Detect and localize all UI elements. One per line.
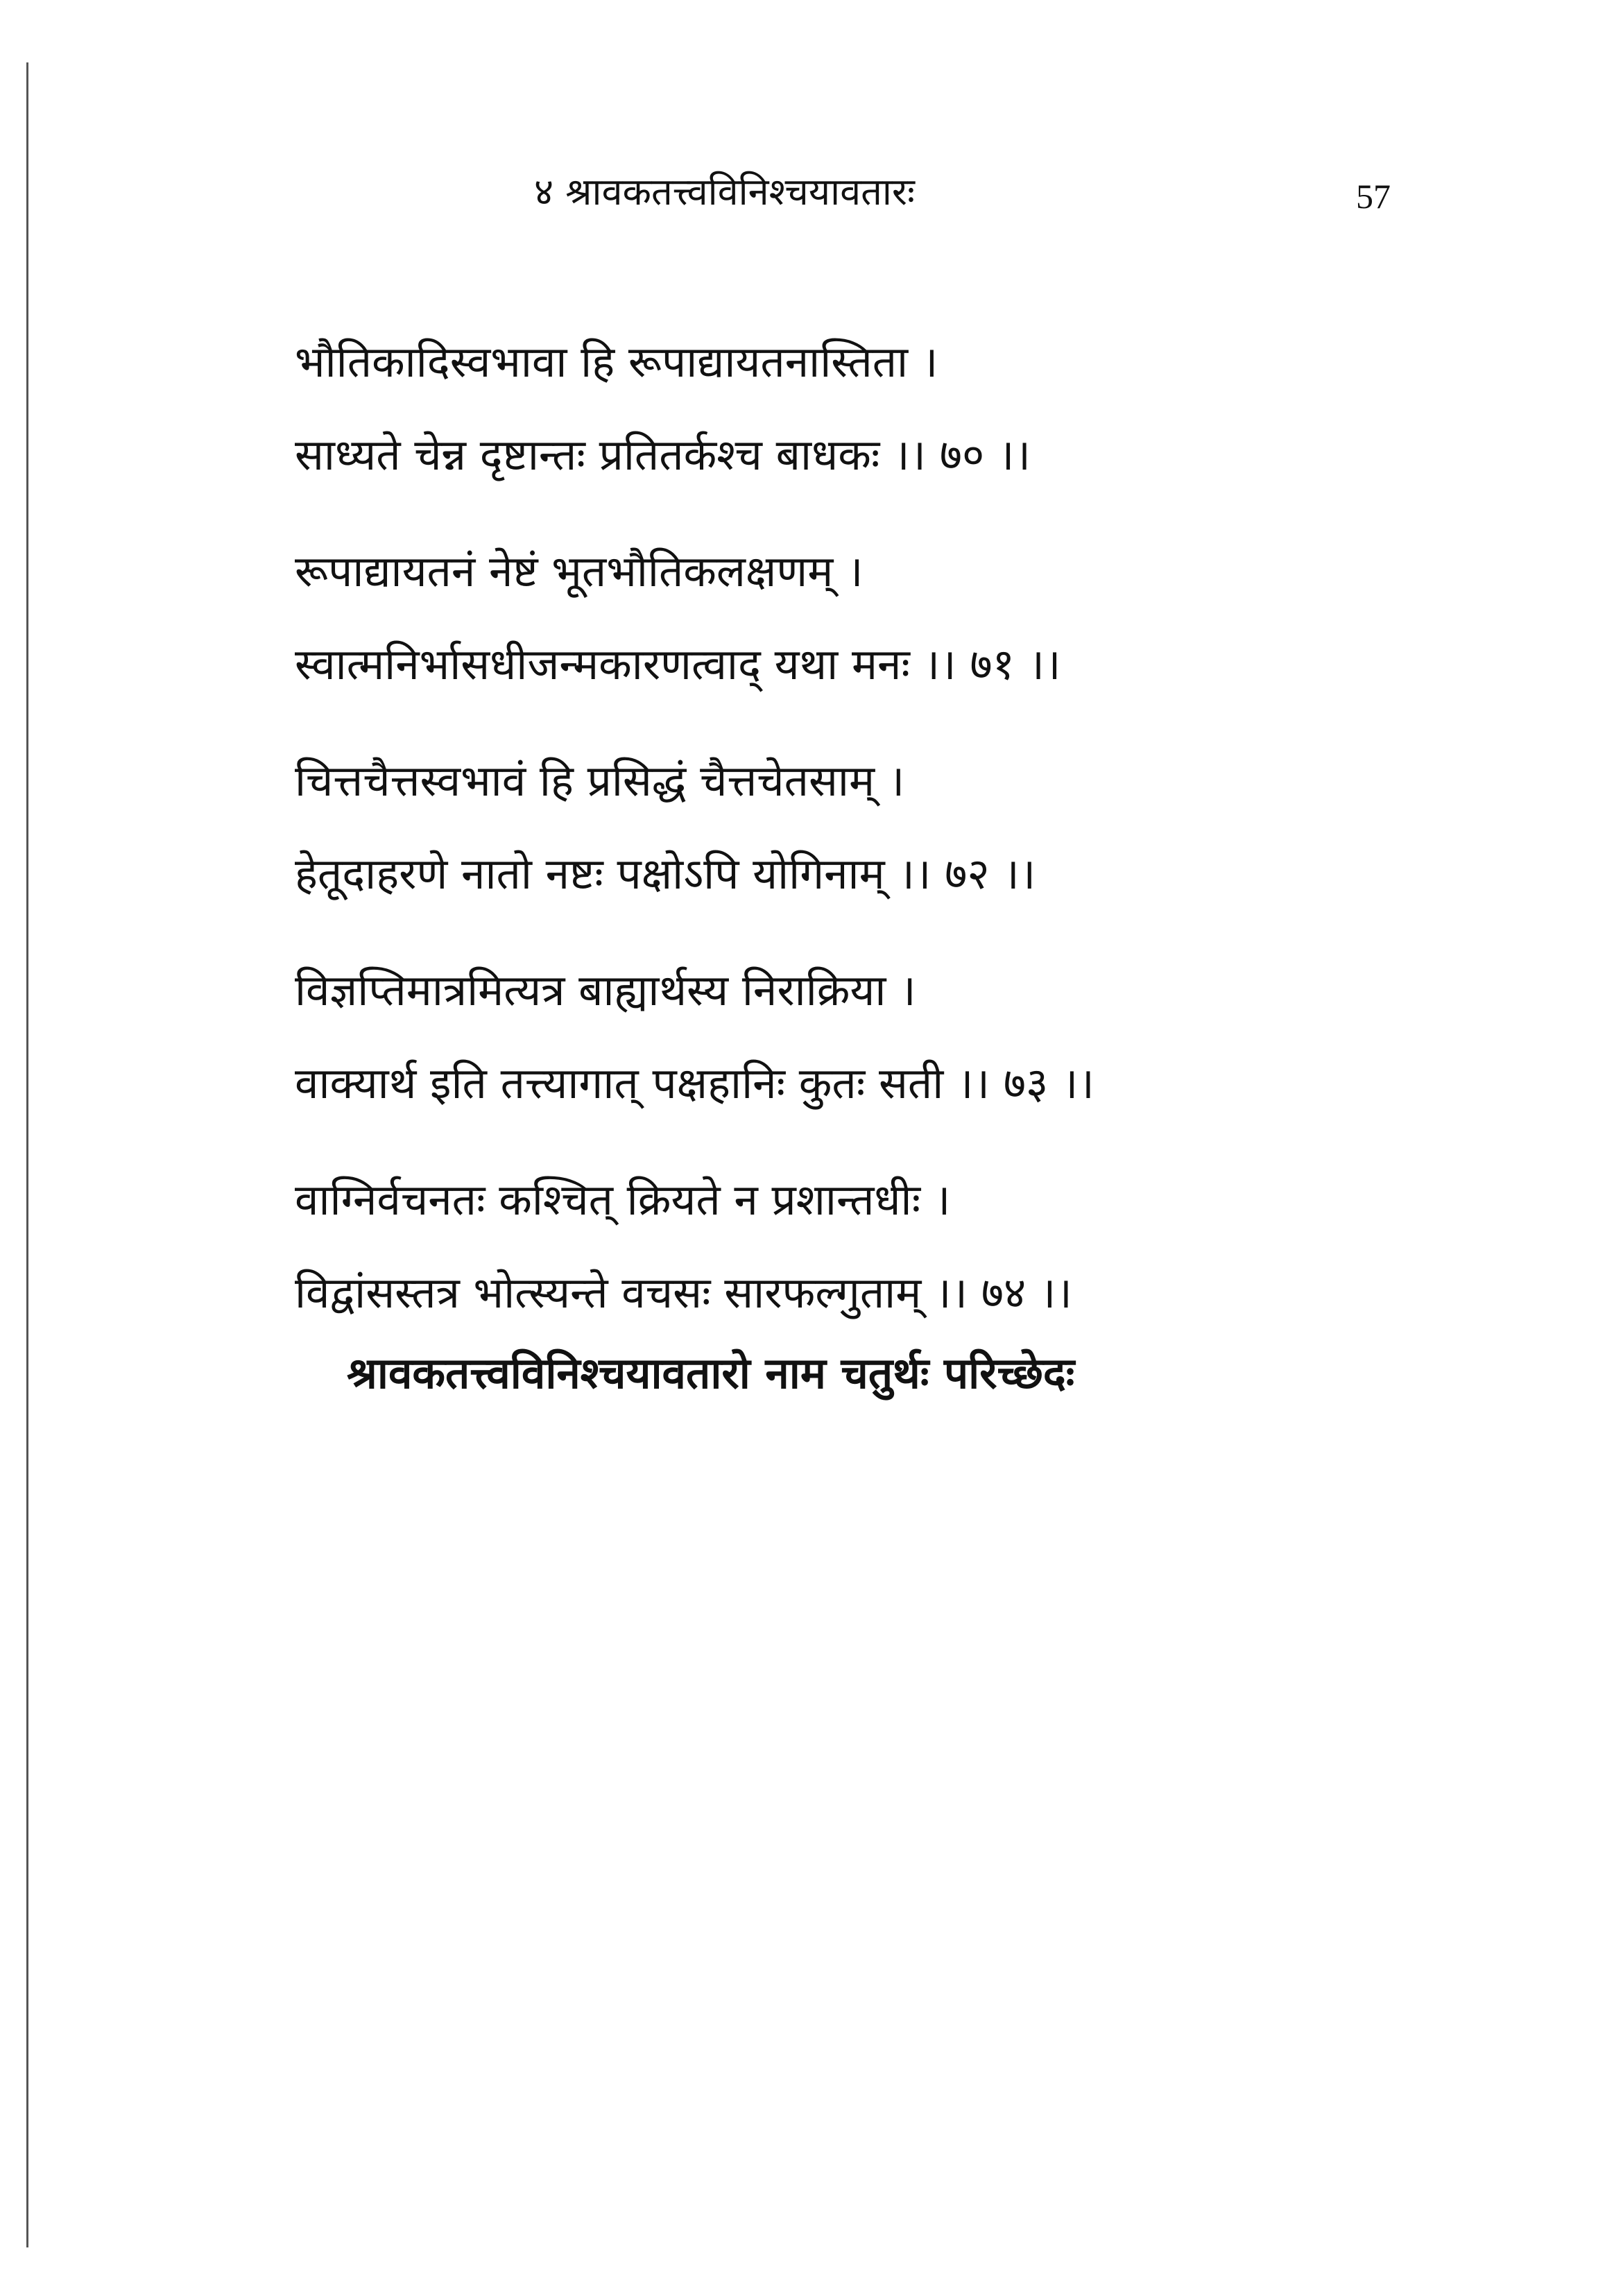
verse-line: स्वात्मनिर्भासधीजन्मकारणत्वाद् यथा मनः ।। ७१ ।। <box>295 639 1061 689</box>
verse-line: चित्तचैत्तस्वभावं हि प्रसिद्धं चैत्तचेतसाम् । <box>295 755 905 806</box>
verse-line: साध्यते चेन्न दृष्टान्तः प्रतितर्कश्च बाधकः ।। ७० ।। <box>295 429 1031 480</box>
verse-line: विज्ञप्तिमात्रमित्यत्र बाह्यार्थस्य निराक्रिया । <box>295 965 916 1016</box>
verse-73 <box>295 944 1405 1130</box>
scan-margin-line <box>26 62 28 2247</box>
verse-line: वाक्यार्थ इति तत्त्यागात् पक्षहानिः कुतः सती ।। ७३ ।। <box>295 1058 1094 1108</box>
page-number: 57 <box>1356 177 1391 216</box>
verse-71 <box>295 525 1405 711</box>
verse-line: रूपाद्यायतनं नेष्टं भूतभौतिकलक्षणम् । <box>295 546 864 597</box>
verse-line: भौतिकादिस्वभावा हि रूपाद्यायतनास्तिता । <box>295 336 938 387</box>
verse-72 <box>295 735 1405 920</box>
verse-74 <box>295 1154 1405 1339</box>
running-head: ४ श्रावकतत्त्वविनिश्चयावतारः <box>534 170 915 214</box>
verse-70 <box>295 316 1405 502</box>
verse-line: वाग्निर्वचनतः कश्चित् क्रियते न प्रशान्तधीः । <box>295 1174 951 1225</box>
verse-line: विद्वांसस्तत्र भोत्स्यन्ते वचसः सारफल्गुताम् ।। ७४ ।। <box>295 1267 1072 1318</box>
verse-line: हेतूदाहरणे नातो नष्टः पक्षोऽपि योगिनाम् ।। ७२ ।। <box>295 848 1036 899</box>
chapter-colophon: श्रावकतत्त्वविनिश्चयावतारो नाम चतुर्थः परिच्छेदः <box>347 1348 1075 1398</box>
verse-block <box>295 316 1405 1363</box>
page-header <box>0 161 1623 223</box>
